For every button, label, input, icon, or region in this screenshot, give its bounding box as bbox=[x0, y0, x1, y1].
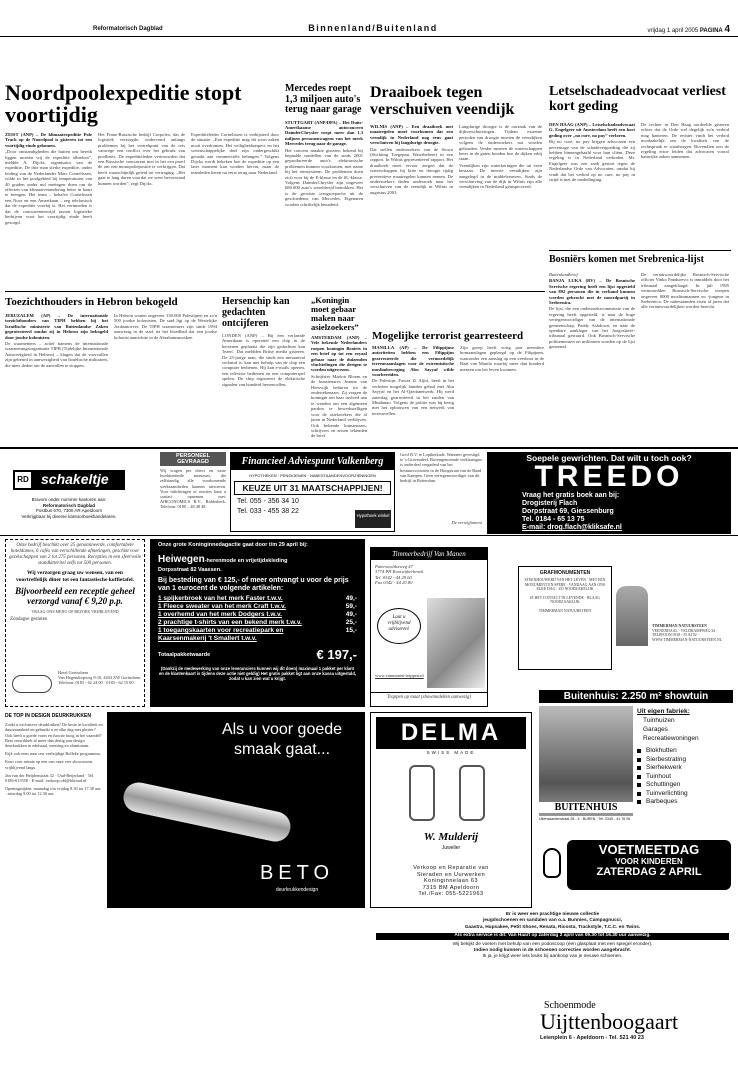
hotel-name: Hotel Gorinchem bbox=[58, 670, 88, 675]
article-lead: STUTTGART (ANP/DPA) – Het Duits-Amerikaanse autoconcern DaimlerChrysler roept meer dan 1,3 miljoen personenwagens van het merk Mercedes terug naar de garage. bbox=[285, 119, 363, 147]
article-headline: Bosniërs komen met Srebrenica-lijst bbox=[549, 254, 704, 265]
treedo-top: Soepele gewrichten. Dat wilt u toch ook? bbox=[526, 453, 692, 463]
garden-house-photo bbox=[539, 706, 633, 816]
article-lead: BANJA LUKA (RV) – De Bosnische Servische regering heeft een lijst opgesteld van 892 personen die in verband kunnen worden gebracht met de moordpartij in Srebrenica. bbox=[549, 278, 635, 306]
article-terrorist bbox=[372, 330, 545, 446]
heiwegen-footnote: (Dankzij de medewerking van onze leveranciers kunnen wij dit doen) maximaal 1 pakket per klant en de klantenkaart is tijdens deze actie niet geldig) Het gratis pakket ligt aan onze kassa uitgestald, zodat u kan zien wat u krijgt. bbox=[158, 666, 357, 681]
buitenhuis-product-item bbox=[637, 790, 732, 799]
article-body: „Door omstandigheden die buiten ons bereik liggen moeten wij de expeditie afbreken”, meldde A. Dijcks, organisator van de expeditie. De drie man sterke expeditie, onder leiding van de Nederlander Marc Cornelissen, wilde in het poolgebied bij temperaturen van 40 graden onder nul metingen doen om de effecten van klimaatverandering beter in kaart te brengen. Het team – behalve Cornelissen een Noor en een Amerikaan – zeg telefonisch dat de expeditie voorbij is. Het vermoeden is dat de concurrentiestrijd tussen logistieke bedrijven voor het voortijdig einde heeft gezorgd. bbox=[5, 149, 92, 225]
van-manen-address bbox=[375, 564, 483, 586]
buitenhuis-product-item bbox=[637, 798, 732, 807]
financieel-services: HYPOTHEKEN · PENSIOENEN · NABESTAANDENVOORZIENINGEN bbox=[249, 473, 376, 478]
article-koningin bbox=[311, 296, 367, 446]
door-handle-image bbox=[121, 780, 294, 845]
beto-head: DE TOP IN DESIGN DEURKRUKKEN bbox=[5, 713, 91, 719]
voetmeetdag-header bbox=[567, 840, 731, 890]
van-manen-badge-line: adviseren! bbox=[388, 627, 410, 632]
heiwegen-item-price: 49,- bbox=[345, 595, 357, 602]
buitenhuis-product-label: Tuinhout bbox=[646, 772, 672, 780]
staircase-photo bbox=[427, 598, 485, 688]
heiwegen-item-price: 25,- bbox=[345, 619, 357, 626]
article-headline: Draaiboek tegen verschuiven veendijk bbox=[370, 84, 515, 118]
article-column bbox=[549, 272, 635, 446]
article-mercedes bbox=[285, 84, 363, 290]
heiwegen-item-list bbox=[158, 595, 357, 643]
treedo-email-link[interactable]: E-mail: drog.flach@kliksafe.nl bbox=[522, 524, 622, 531]
van-manen-title: Timmerbedrijf Van Manen bbox=[371, 548, 487, 560]
article-column bbox=[191, 132, 279, 287]
buitenhuis-product-item bbox=[637, 773, 732, 782]
heiwegen-item bbox=[158, 611, 357, 619]
buitenhuis-product-item bbox=[637, 747, 732, 756]
header-right bbox=[560, 24, 730, 35]
grafmonumenten-sig: TIMMERMAN NATUURSTEEN bbox=[538, 608, 592, 613]
article-column bbox=[370, 124, 453, 290]
article-body: De waarnemers – actief namens de internationale waarnemingsorganisatie TIPH (Tijdelijke Internationale Aanwezigheid in Hebron) – klagen dat de voorvallen zijn gebeurd in aanwezigheid van Israëlische militairen, die niets deden om de aanvallen te stoppen. bbox=[5, 341, 108, 368]
header-page-number: 4 bbox=[724, 24, 730, 35]
divider bbox=[5, 291, 545, 292]
divider bbox=[0, 535, 738, 536]
schakeltje-brand: schakeltje bbox=[41, 471, 109, 487]
buitenhuis-product-label: Schuttingen bbox=[646, 781, 681, 788]
article-headline: Mogelijke terrorist gearresteerd bbox=[372, 330, 524, 342]
treedo-line: Tel. 0184 - 65 13 75 bbox=[522, 516, 585, 523]
ad-delma[interactable] bbox=[370, 712, 532, 908]
beto-brand: BETO bbox=[259, 862, 335, 884]
heiwegen-item-price: 49,- bbox=[345, 611, 357, 618]
heiwegen-item-price: 15,- bbox=[345, 627, 357, 634]
article-column bbox=[460, 345, 544, 446]
grafmonumenten-text: JE HET CONTACT IN LEVENDE · BLAAG NOODZAAKLIJK bbox=[529, 595, 601, 605]
hotel-text: Onze bedrijf beschikt over 25 genomineerde, comfortabele hoteldames, 6 cafés van verschillende afmetingen, geschikt voor gezelschappen van 2 tot 275 personen. Recepties in een sfeervolle standkitteritel zelfs tot 500 personen. bbox=[9, 543, 141, 566]
bullet-icon bbox=[637, 775, 641, 779]
article-body: In Hebron wonen ongeveer 130.000 Palestijnen en zo'n 500 joodse kolonisten. De stad ligt op de Westelijke Jordaanoever. De TIPH waarnemers zijn sinds 1994 aanwezig in de stad, na het bloedbad dat een joodse kolonist aanrichtte in de Abrahamsmoskee. bbox=[114, 313, 217, 340]
van-manen-line: 3774 PH Kootwijkerbroek bbox=[375, 569, 424, 575]
article-toezicht bbox=[5, 296, 217, 446]
article-letselschade bbox=[549, 84, 731, 249]
schakeltje-line: Verkrijgbaar bij diverse kantoorboekhandelaren. bbox=[21, 513, 117, 519]
buitenhuis-offer-title: Uit eigen fabriek: bbox=[637, 708, 690, 715]
buitenhuis-offer-item: Recreatiewoningen bbox=[643, 735, 699, 742]
treedo-text bbox=[522, 492, 731, 532]
personeel-text: Wij vragen per direct en vaste kwekkenhode monteurs, die zelfstandig alle voorkomende werkzaamheden kunnen uitvoeren. Voor inlichtingen of reacties kunt u contact opnemen met: AIRCONOMICS B.V., Ridderkerk. Telefoon: 0180 – 48 48 48. bbox=[160, 468, 226, 510]
heiwegen-name-suffix: -herenmode en vrijetijdskleding bbox=[204, 558, 288, 564]
voetmeetdag-extra: Als extra service is dit: Van Haart op zaterdag 2 april van 09.30 tot 16.30 uur aanwezig. bbox=[376, 933, 729, 939]
heiwegen-total-label: Totaalpakketwaarde bbox=[158, 651, 211, 658]
ad-grafmonumenten[interactable] bbox=[518, 566, 733, 671]
ad-financieel[interactable] bbox=[230, 452, 395, 532]
ad-schakeltje[interactable] bbox=[5, 452, 133, 532]
delma-line: Koninginnelaan 63 bbox=[423, 878, 479, 885]
beto-visual bbox=[107, 712, 365, 908]
article-lead: JERUZALEM (AP) – De internationale toezichthouders van TIPH hebben bij het Israëlische ministerie van Buitenlandse Zaken geprotesteerd omdat zij in Hebron zijn bekogeld door joodse kolonisten. bbox=[5, 313, 108, 340]
grafmonumenten-text: STEENHOUWERIJ VAN HET LEVEN · MET EEN MONUMENT EN SFERE · VANDAAG AAN ONS ELKE DAG · ZO NOODZAKELIJK bbox=[524, 578, 606, 592]
voetmeetdag-sub: VOOR KINDEREN bbox=[615, 857, 683, 866]
divider bbox=[549, 250, 731, 251]
buitenhuis-offer-list bbox=[637, 716, 732, 743]
bullet-icon bbox=[637, 792, 641, 796]
schakeltje-logo-mark: RD bbox=[15, 472, 31, 488]
heiwegen-intro: Bij besteding van € 125,- of meer ontvangt u voor de prijs van 1 eurocent de volgende artikelen: bbox=[158, 577, 349, 592]
treedo-brand: TREEDO bbox=[534, 460, 684, 493]
article-body: De rechter in Den Haag oordeelde gisteren echter dat de Orde wel degelijk zo'n verbod mag hanteren. De rechter vindt het verbod noodzakelijk om de kwaliteit van de rechtspraak te waarborgen. Bovendien zou de regeling ertoe leiden dat advocaten vooral kansrijke zaken aannemen. bbox=[641, 122, 729, 160]
article-noordpool bbox=[5, 82, 280, 290]
voetmeetdag-note: Indien nodig kunnen in de schoenen correcties worden aangebracht. bbox=[474, 948, 631, 954]
juwelier-sub: Juwelier bbox=[441, 845, 461, 851]
hotel-tel[interactable]: Telefoon: 0183 - 62 24 00 · 0183 - 62 15 00 bbox=[58, 680, 134, 686]
heiwegen-item-label: 1 Fleece sweater van het merk Craft t.w.v. bbox=[158, 603, 286, 610]
article-headline: Letselschadeadvocaat verliest kort geding bbox=[549, 84, 726, 114]
heiwegen-item-label: 1 toegangskaarten voor recreatiepark en Kaarsenmakerij 't Smallert t.w.v. bbox=[158, 627, 284, 642]
article-draaiboek bbox=[370, 84, 545, 290]
monument-photo bbox=[616, 586, 648, 646]
watch-image bbox=[409, 765, 435, 821]
buitenhuis-product-label: Barbeques bbox=[646, 798, 678, 805]
article-column bbox=[549, 122, 635, 249]
hotel-promo: Bijvoorbeeld een receptie geheel verzorgd vanaf € 9,20 p.p. bbox=[15, 586, 135, 606]
voetmeetdag-info bbox=[372, 912, 733, 961]
ad-buitenhuis[interactable] bbox=[539, 690, 733, 833]
bullet-icon bbox=[637, 749, 641, 753]
van-manen-fax: Fax 0342 - 44 20 80 bbox=[375, 580, 413, 586]
voetmeetdag-title: VOETMEETDAG bbox=[598, 842, 700, 857]
grafmonumenten-card-title: TIMMERMAN NATUURSTEEN bbox=[652, 624, 707, 628]
buitenhuis-product-item bbox=[637, 756, 732, 765]
header-left: Reformatorisch Dagblad bbox=[93, 26, 163, 32]
personeel-tag-line: GEVRAAGD bbox=[177, 459, 209, 465]
ad-treedo[interactable] bbox=[487, 452, 731, 534]
hotel-logo-icon bbox=[12, 675, 52, 693]
article-body: Het Franz-Russische bedrijf Corpolex, dat de logistiek verzorgde, ondervond onlangs problemen bij het vertrekpunt van de reis vanwege een conflict over het gebruik van poolbasis. De expeditieleden vertrouwden dat een Russische concurrent met in het een proef de om een monopoliepositie te verkrijgen. Dat heeft waarschijnlijk geleid tot vertraging. „Het gaat te lang duren voordat we weer bevoorraad kunnen worden”, zegt Dijcks. bbox=[98, 132, 185, 186]
beto-text bbox=[5, 714, 103, 906]
heiwegen-item bbox=[158, 595, 357, 603]
article-body: Het concern maakte gisteren bekend bij bepaalde modellen van de sinds 2001 geproduceerde auto's elektronische problemen kunnen voorkomen, met name bij het remsysteem. De problemen doen zich voor bij de E-klasse en de SL-klasse. Volgens DaimlerChrysler zijn ongeveer 680.000 auto's wereldwijd betrokken. Het is de grootste terugroepactie uit de geschiedenis van Mercedes. Eigenaren worden schriftelijk benaderd. bbox=[285, 147, 363, 207]
van-manen-badge-line: vrijblijvend bbox=[387, 621, 411, 626]
beto-brand-sub: deurkrukkendesign bbox=[275, 887, 319, 893]
financieel-phone[interactable]: Tel. 055 - 356 34 10 bbox=[237, 498, 299, 505]
juwelier-name: W. Mulderij bbox=[423, 831, 479, 843]
ad-personeel[interactable] bbox=[160, 452, 226, 532]
delma-line: Sieraden en Uurwerken bbox=[416, 871, 486, 878]
bullet-icon bbox=[637, 783, 641, 787]
article-body: De Palestijn, Fawaz Zi Aljiri, heeft in het verleden mogelijk banden gehad met Abu Sayyaf en het Al-Qaedanetwerk. Hij werd zaterdag gearresteerd in het zuiden van Mindanao. Volgens de politie was hij bezig met het opbouwen van een netwerk van terreurcellen. bbox=[372, 378, 454, 416]
article-lead: DEN HAAG (ANP) – Letselschadeadvocaat G. Engelgeer uit Amsterdam heeft een kort geding over „no cure, no pay” verloren. bbox=[549, 122, 635, 138]
article-column bbox=[222, 333, 305, 441]
voetmeetdag-line: Er is weer een prachtige nieuwe collectie bbox=[505, 912, 600, 917]
article-headline: „Koningin moet gebaar maken naar asielzoekers” bbox=[311, 295, 359, 332]
buitenhuis-brand: BUITENHUIS bbox=[539, 802, 633, 813]
uijttenboogaart-brand: Uijttenboogaart bbox=[540, 1009, 679, 1034]
smallnote-text: Greif B.V. te Lopikerkade. Wanneer gevestigd te 's-Gravendeel. Bovengenoemde verklaringen is onderdeel vergaderd van het bestuursvoorzien in de Hoogstraat van de Raad van Kampen. Geen vertegenwoordiger van dit bedrijf in Rotterdam. bbox=[400, 452, 482, 484]
article-lead: AMSTERDAM (ANP) – Vele bekende Nederlanders roepen koningin Beatrix in een brief op tot een royaal gebaar naar de duizenden vluchtelingen die dreigen te worden uitgewezen. bbox=[311, 335, 367, 373]
article-body: Bij no cure, no pay krijgen advocaten een percentage van de schadevergoeding die zij hebben binnengehaald voor hun cliënt. Deze regeling is in Nederland verboden. Mr. Engelgeer was een zaak gestart tegen de Nederlandse Orde van Advocaten, omdat hij vindt dat het verbod op no cure, no pay in strijd is met de mededinging. bbox=[549, 139, 635, 183]
voetmeetdag-brands: Gaastra, Hupsakee, Petit Shoes, Renata, Ricosta, Trackstyle, T.C.C. en Twins. bbox=[464, 924, 641, 930]
heiwegen-total-row bbox=[158, 647, 357, 662]
personeel-tag bbox=[160, 452, 226, 466]
ad-heiwegen[interactable] bbox=[150, 539, 365, 707]
heiwegen-name: Heiwegen bbox=[158, 554, 205, 565]
beto-paragraph: Kom voor ruimte op een van onze vier showrooms vrijblijvend langs. bbox=[5, 759, 93, 770]
hotel-small: VRAAG ONS MENU OF BEZOEK VRIJBLIJVEND bbox=[31, 609, 119, 614]
article-column bbox=[114, 313, 217, 445]
buitenhuis-addr: Uiterwaardenstraat 28 - 4 · BUREN · Tel. 0345 - 41 76 06 bbox=[539, 817, 631, 821]
schakeltje-line: Postbus 670, 7300 AR Apeldoorn bbox=[35, 508, 103, 513]
delma-brand: DELMA bbox=[376, 717, 526, 749]
heiwegen-item bbox=[158, 603, 357, 611]
schakeltje-line: Reformatorisch Dagblad bbox=[42, 502, 96, 508]
buitenhuis-product-label: Sierhekwerk bbox=[646, 764, 682, 771]
personeel-tag-line: PERSONEEL bbox=[176, 453, 210, 459]
treedo-line: Vraag het gratis boek aan bij: bbox=[522, 492, 620, 499]
van-manen-phone[interactable]: Tel. 0342 - 44 29 60 bbox=[375, 574, 412, 580]
heiwegen-address: Dorpsstraat 82 Vaassen. bbox=[158, 567, 222, 573]
delma-address bbox=[371, 865, 531, 898]
beto-paragraph: Zoekt u exclusieve deurklinken? De beste in kwaliteit en duurzaamheid en gebruikt u ze elke dag met plezier? Ook heeft u goede vorm en functie hoog in het vaandel? Beto ontwikkelt al meer dan dertig jaar design deurkrukken in edelstaal, messing en aluminium. bbox=[5, 722, 103, 749]
article-body: Schrijfster Marion Bloem en de kunstenares Jeanne van Heeswijk behoren tot de ondertekenaars. Zij vragen de koningin om haar invloed aan te wenden om een algemeen pardon te bewerkstelligen voor de asielzoekers die al jaren in Nederland verblijven. Ook bekende kunstenaars, schrijvers en artsen tekenden de brief. bbox=[311, 373, 367, 439]
header-section-title: Binnenland/Buitenland bbox=[308, 23, 438, 33]
van-manen-badge bbox=[377, 608, 421, 644]
article-kicker: Buitenlandbrief bbox=[549, 272, 578, 277]
grafmonumenten-card bbox=[652, 624, 732, 642]
ad-van-manen[interactable] bbox=[370, 547, 488, 707]
article-headline: Noordpoolexpeditie stopt voortijdig bbox=[5, 80, 242, 127]
delma-sub: SWISS MADE bbox=[426, 750, 476, 755]
header-page-label: PAGINA bbox=[699, 28, 723, 34]
article-column bbox=[372, 345, 454, 446]
buitenhuis-product-list bbox=[637, 747, 732, 807]
financieel-title: Financieel Adviespunt Valkenberg bbox=[231, 453, 394, 470]
schakeltje-info bbox=[5, 497, 133, 519]
article-headline: Mercedes roept 1,3 miljoen auto's terug naar garage bbox=[285, 83, 362, 115]
article-lead: ZEIST (ANP) – De klimaatexpeditie Pole Track op de Noordpool is gisteren tot een voortijdig einde gekomen. bbox=[5, 132, 92, 148]
beto-hours: Openingstijden: maandag t/m vrijdag 8.30 tot 17.30 uur · zaterdag 9.00 tot 12.30 uur bbox=[5, 786, 101, 797]
article-column bbox=[98, 132, 185, 287]
delma-line: Verkoop en Reparatie van bbox=[413, 865, 489, 871]
van-manen-badge-line: Laat u bbox=[392, 615, 406, 620]
heiwegen-item bbox=[158, 627, 357, 643]
delma-phone[interactable]: Tel./Fax: 055-5221963 bbox=[418, 891, 484, 898]
voetmeetdag-note: Wij bekijkt de voeten met behulp van een podoscoop (een glasplaat met een spiegel eronder). bbox=[452, 941, 653, 947]
beto-paragraph: Kijk ook eens naar ons veelzijdige Rolleke programma. bbox=[5, 751, 101, 757]
delma-line: 7315 BM Apeldoorn bbox=[422, 884, 480, 891]
financieel-badge: Hypotheek winkel bbox=[355, 510, 391, 528]
ad-beto[interactable] bbox=[5, 712, 365, 908]
voetmeetdag-date: ZATERDAG 2 APRIL bbox=[596, 866, 702, 878]
uijttenboogaart-block[interactable] bbox=[540, 1000, 733, 1058]
heiwegen-top: Onze grote Koninginnedagactie gaat door t/m 29 april bij: bbox=[158, 542, 308, 548]
treedo-line: Drogisterij Flach bbox=[522, 500, 578, 507]
heiwegen-name-line bbox=[158, 549, 357, 567]
grafmonumenten-card-text: VEENENDAAL · VELDKAMPWEG 34 · TELEFOON 0318 - 55 04 92 · WWW.TIMMERMAN-NATUURSTEEN.NL bbox=[652, 628, 722, 642]
bullet-icon bbox=[637, 766, 641, 770]
van-manen-footer: Trappen op maat (showmodellen aanwezig) bbox=[371, 692, 487, 700]
buitenhuis-product-item bbox=[637, 764, 732, 773]
buitenhuis-offer-item: Garages bbox=[643, 726, 668, 733]
schakeltje-logo-bar bbox=[13, 470, 125, 490]
article-body: Expeditieleider Cornelissen is verbijsterd door de situatie. „Een expeditie mag dit soort zaken nooit overkomen. Het veiligheidsaspect en het wetenschappelijke doel zijn ondergeschikt geraakt aan commerciële belangen.” Volgens Dijcks wordt bekeken hoe de expeditie op een later moment kan worden hervat, maar de teamleden keren nu eerst terug naar Nederland. bbox=[191, 132, 279, 175]
hotel-addr: Van Hogendorpweg 8-10, 4204 XW Gorinchem bbox=[58, 675, 141, 681]
article-body: Langdurige droogte is de oorzaak van de dijkverschuivingen. Tijdens extreme perioden van droogte moeten de veendijken volgens de onderzoekers nat worden gehouden. Verder moeten de waterschappen beter in de gaten houden hoe de dijken erbij staan. bbox=[459, 124, 542, 162]
buitenhuis-product-label: Blokhutten bbox=[646, 747, 677, 754]
header-rule bbox=[0, 36, 738, 37]
voetmeetdag-note: Ik ja, je krijgt weer iets leuks bij aankoop van je nieuwe schoenen. bbox=[482, 954, 623, 960]
article-column bbox=[459, 124, 542, 290]
watch-image bbox=[459, 765, 485, 821]
heiwegen-item bbox=[158, 619, 357, 627]
divider bbox=[0, 447, 738, 449]
uijttenboogaart-address: Leienplein 6 - Apeldoorn - Tel. 521 40 23 bbox=[540, 1035, 644, 1041]
financieel-slogan: KEUZE UIT 31 MAATSCHAPPIJEN! bbox=[234, 481, 391, 495]
van-manen-url[interactable]: www.vanmanen-trappen.nl bbox=[375, 673, 424, 678]
schakeltje-line: Bravom onder nummer kantoren aan: bbox=[31, 497, 107, 502]
article-headline: Hersenchip kan gedachten ontcijferen bbox=[222, 296, 290, 329]
heiwegen-item-label: 1 spijkerbroek van het merk Faster t.w.v. bbox=[158, 595, 283, 602]
article-srebrenica bbox=[549, 254, 731, 446]
grafmonumenten-panel bbox=[518, 566, 612, 670]
financieel-phone[interactable]: Tel. 033 - 455 38 22 bbox=[237, 508, 299, 515]
buitenhuis-offer-item: Tuinhuizen bbox=[643, 717, 675, 724]
article-headline: Toezichthouders in Hebron bekogeld bbox=[5, 296, 178, 308]
hotel-text: Wij verzorgen graag uw wensen, van een voortreffelijk diner tot een fantastische koffietafel. bbox=[15, 570, 135, 583]
article-body: Zijn groep heeft vorig jaar meerdere bomaanslagen gepleegd op de Filipijnen, waaronder een aanslag op een veerboot in de Baai van Manila waarbij meer dan honderd mensen om het leven kwamen. bbox=[460, 345, 544, 372]
article-body: Veendijken zijn waterkeringen die uit veen bestaan. De meeste veendijken zijn aangelegd in de middeleeuwen. Sinds de verschuiving van de dijk in Wilnis zijn alle veendijken in Nederland geïnspecteerd. bbox=[459, 162, 542, 190]
article-body: De verantwoordelijke Bosnisch-Servische officier Vinko Pandurevic is inmiddels door het tribunaal aangeklaagd. In juli 1995 vermoordden Bosnisch-Servische troepen ongeveer 8000 moslimmannen en -jongens in Srebrenica. De nabestaanden eisen al jaren dat alle verantwoordelijken worden berecht. bbox=[641, 272, 729, 310]
footprint-icon bbox=[543, 848, 561, 878]
beto-address: Jan van der Heijdenstraat 32 · Oud-Beijerland · Tel. 0186-613558 · E-mail: verkoop.obl@hbroad.nl bbox=[5, 772, 95, 784]
heiwegen-item-price: 59,- bbox=[345, 603, 357, 610]
buitenhuis-product-label: Sierbestrating bbox=[646, 755, 687, 763]
heiwegen-item-label: 2 prachtige t-shirts van een bekend merk t.w.v. bbox=[158, 619, 302, 626]
buitenhuis-offer bbox=[637, 707, 732, 807]
article-lead: WILNIS (ANP) – Een draaiboek met maatregelen moet voorkomen dat een veendijk in Nederland nog eens gaat verschuiven bij langdurige droogte. bbox=[370, 124, 453, 146]
article-column bbox=[641, 272, 729, 446]
header-date: vrijdag 1 april 2005 bbox=[647, 28, 699, 34]
heiwegen-total-value: € 197,- bbox=[316, 647, 357, 662]
article-body: De lijst, die een onderzoekscommissie van de regering heeft opgesteld, is naar de hoge vertegenwoordiger van de internationale gemeenschap, Paddy Ashdown, en naar de openbare aanklager van het Joegoslavië-tribunaal gestuurd. Ook Bosnisch-Servische politiemensen en militairen worden op de lijst genoemd. bbox=[549, 306, 635, 350]
van-manen-line: Paterswoldseweg 47 bbox=[375, 564, 413, 569]
treedo-line: Dorpstraat 69, Giessenburg bbox=[522, 508, 614, 515]
article-hersenchip bbox=[222, 296, 305, 446]
heiwegen-item-label: 1 overhemd van het merk Dodgers t.w.v. bbox=[158, 611, 282, 618]
article-column bbox=[641, 122, 729, 249]
smallnote-signature: De verwijfoment bbox=[451, 520, 482, 525]
ad-hotel-gorinchem[interactable] bbox=[5, 539, 145, 707]
buitenhuis-product-label: Tuinverlichting bbox=[646, 789, 688, 797]
ad-smallnote bbox=[400, 452, 482, 532]
bullet-icon bbox=[637, 758, 641, 762]
article-column bbox=[311, 335, 367, 439]
beto-slogan: Als u voor goede smaak gaat... bbox=[221, 721, 343, 758]
voetmeetdag-line: jeugdschoenen en sandalen van o.a. Bunnies, Campagnucci, bbox=[482, 918, 623, 924]
uijttenboogaart-pre: Schoenmode bbox=[544, 1000, 596, 1011]
hotel-address bbox=[58, 670, 142, 686]
hotel-brand: Zondagse gesloten bbox=[10, 617, 48, 623]
article-body: Dat stellen onderzoekers van de Stowa (Stichting Toegepast Waterbeheer) in een rapport. In Wilnis gepresenteerd rapport. Het draaiboek moet ervoor zorgen dat de waterschappen bij hitte en droogte tijdig preventieve maatregelen kunnen nemen. De onderzoekers deden onderzoek naar het verschuiven van de veendijk in Wilnis in augustus 2003. bbox=[370, 146, 453, 195]
buitenhuis-product-item bbox=[637, 781, 732, 790]
article-body: LONDEN (ANP) – Bij een verlamde Amerikaan is operatief een chip in de hersenen geplaatst die zijn gedachten kan 'lezen'. Dat meldden Britse media gisteren. De 25-jarige man, die sinds een mesaanval verlamd is, kan met behulp van de chip een computer bedienen. Hij kan e-mails openen, een televisie bedienen en een computerspel spelen. De chip registreert de elektrische signalen van honderd hersencellen. bbox=[222, 333, 305, 387]
buitenhuis-top: Buitenhuis: 2.250 m² showtuin bbox=[539, 690, 733, 703]
article-column bbox=[285, 120, 363, 270]
bullet-icon bbox=[637, 800, 641, 804]
grafmonumenten-title: GRAFMONUMENTEN bbox=[539, 570, 591, 576]
article-lead: MANILLA (AP) – De Filippijnse autoriteiten hebben een Filippijns gearresteerde die vermoedelijk terreuraanslagen voor de extremistische moslimbeweging Abu Sayyaf wilde voorbereiden. bbox=[372, 345, 454, 378]
article-column bbox=[5, 313, 108, 445]
article-column bbox=[5, 132, 92, 287]
